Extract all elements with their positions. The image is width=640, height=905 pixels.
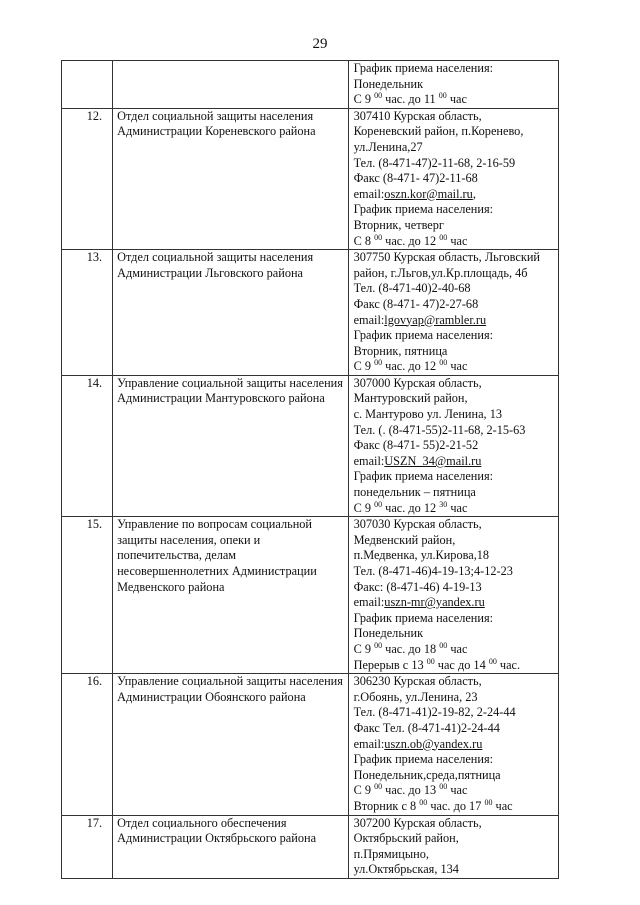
contact-line: с. Мантурово ул. Ленина, 13 [353, 407, 502, 422]
contact-line: Мантуровский район, [353, 391, 468, 406]
table-row [62, 61, 559, 109]
hours-minutes: 00 [484, 797, 493, 807]
hours-minutes: 00 [439, 358, 448, 368]
hours-text: С 9 [353, 641, 375, 656]
hours-minutes: 00 [374, 91, 383, 101]
organization-name: Отдел социальной защиты населения Администрации Кореневского района [113, 108, 348, 249]
reception-hours [354, 658, 554, 674]
schedule-line: График приема населения: [353, 469, 494, 484]
email-line [354, 737, 554, 753]
organization-name: Управление социальной защиты населения Администрации Мантуровского района [113, 375, 348, 516]
contact-line: район, г.Льгов,ул.Кр.площадь, 4б [353, 265, 528, 280]
contact-line: 307750 Курская область, Льговский [353, 250, 540, 265]
reception-hours [354, 642, 554, 658]
hours-text: час [447, 359, 468, 374]
hours-text: час. [496, 657, 521, 672]
hours-text: час [447, 500, 468, 515]
table-row [62, 375, 559, 516]
row-number: 14. [62, 375, 113, 516]
email-line [354, 595, 554, 611]
email-label: email: [353, 312, 385, 327]
schedule-line: Понедельник [353, 626, 424, 641]
hours-text: час [446, 92, 467, 107]
organization-name: Отдел социальной защиты населения Администрации Льговского района [113, 250, 348, 376]
contact-details [348, 815, 558, 878]
hours-text: час [447, 783, 468, 798]
contact-line: Октябрьский район, [353, 831, 459, 846]
contact-line: Факс Тел. (8-471-41)2-24-44 [353, 720, 500, 735]
organization-name [113, 61, 348, 109]
hours-minutes: 30 [439, 499, 448, 509]
schedule-line: Вторник, четверг [353, 217, 444, 232]
hours-minutes: 00 [439, 782, 448, 792]
hours-text: Вторник с 8 [353, 798, 420, 813]
table-body [62, 61, 559, 879]
schedule-line: понедельник – пятница [353, 485, 476, 500]
contact-line: Понедельник [353, 76, 424, 91]
hours-minutes: 00 [438, 91, 447, 101]
hours-minutes: 00 [374, 640, 383, 650]
contact-line: Факс (8-471- 47)2-27-68 [353, 296, 479, 311]
social-protection-offices-table [61, 60, 559, 879]
row-number: 13. [62, 250, 113, 376]
email-link[interactable]: uszn-mr@yandex.ru [384, 595, 485, 610]
hours-text: С 9 [353, 359, 375, 374]
contact-line: п.Медвенка, ул.Кирова,18 [353, 548, 490, 563]
schedule-line: График приема населения: [353, 202, 494, 217]
hours-text: час [447, 233, 468, 248]
email-label: email: [353, 186, 385, 201]
schedule-line: График приема населения: [353, 328, 494, 343]
contact-line: Тел. (8-471-47)2-11-68, 2-16-59 [353, 155, 516, 170]
hours-minutes: 00 [488, 656, 497, 666]
email-link[interactable]: uszn.ob@yandex.ru [384, 736, 483, 751]
contact-details [348, 674, 558, 815]
email-label: email: [353, 736, 385, 751]
hours-text: С 9 [353, 783, 375, 798]
hours-text: С 9 [353, 500, 375, 515]
row-number: 16. [62, 674, 113, 815]
contact-details [348, 517, 558, 674]
table-row [62, 108, 559, 249]
email-line [354, 313, 554, 329]
contact-line: 307410 Курская область, [353, 108, 482, 123]
reception-hours [354, 501, 554, 517]
hours-minutes: 00 [374, 232, 383, 242]
reception-hours [354, 92, 554, 108]
hours-text: час. до 12 [382, 500, 440, 515]
reception-hours [354, 783, 554, 799]
contact-line: Кореневский район, п.Коренево, [353, 124, 524, 139]
hours-minutes: 00 [419, 797, 428, 807]
contact-line: Факс (8-471- 55)2-21-52 [353, 438, 479, 453]
hours-minutes: 00 [374, 499, 383, 509]
email-label: email: [353, 453, 385, 468]
contact-details [348, 375, 558, 516]
email-line [354, 187, 554, 203]
contact-line: Факс (8-471- 47)2-11-68 [353, 171, 478, 186]
hours-text: час [492, 798, 513, 813]
hours-text: час. до 12 [382, 233, 440, 248]
hours-minutes: 00 [439, 232, 448, 242]
email-link[interactable]: USZN_34@mail.ru [384, 453, 482, 468]
email-label: email: [353, 595, 385, 610]
contact-line: ул.Октябрьская, 134 [353, 862, 459, 877]
contact-line: 307030 Курская область, [353, 517, 482, 532]
table-row [62, 674, 559, 815]
hours-text: час. до 13 [382, 783, 440, 798]
contact-line: 306230 Курская область, [353, 674, 482, 689]
hours-text: час [447, 641, 468, 656]
contact-line: ул.Ленина,27 [353, 139, 423, 154]
contact-details [348, 108, 558, 249]
hours-text: час. до 17 [427, 798, 485, 813]
contact-details [348, 61, 558, 109]
contact-line: Тел. (8-471-41)2-19-82, 2-24-44 [353, 705, 516, 720]
contact-line: 307000 Курская область, [353, 375, 482, 390]
table-row [62, 517, 559, 674]
hours-minutes: 00 [426, 656, 435, 666]
row-number: 17. [62, 815, 113, 878]
contact-line: Тел. (. (8-471-55)2-11-68, 2-15-63 [353, 422, 526, 437]
hours-minutes: 00 [374, 358, 383, 368]
hours-text: час. до 18 [382, 641, 440, 656]
email-line [354, 454, 554, 470]
page-number: 29 [312, 36, 328, 52]
hours-text: час. до 11 [382, 92, 439, 107]
reception-hours [354, 359, 554, 375]
organization-name: Отдел социального обеспечения Администрации Октябрьского района [113, 815, 348, 878]
email-link[interactable]: oszn.kor@mail.ru [384, 186, 473, 201]
table-row [62, 250, 559, 376]
reception-hours [354, 234, 554, 250]
contact-line: г.Обоянь, ул.Ленина, 23 [353, 689, 478, 704]
schedule-line: Понедельник,среда,пятница [353, 767, 501, 782]
schedule-line: График приема населения: [353, 610, 494, 625]
row-number: 15. [62, 517, 113, 674]
hours-text: С 9 [353, 92, 375, 107]
email-link[interactable]: lgovyap@rambler.ru [384, 312, 487, 327]
hours-minutes: 00 [374, 782, 383, 792]
schedule-line: Вторник, пятница [353, 343, 448, 358]
contact-line: Медвенский район, [353, 532, 456, 547]
hours-text: Перерыв с 13 [353, 657, 427, 672]
contact-line: График приема населения: [353, 61, 494, 75]
schedule-line: График приема населения: [353, 752, 494, 767]
reception-hours [354, 799, 554, 815]
contact-line: Тел. (8-471-46)4-19-13;4-12-23 [353, 564, 513, 578]
hours-minutes: 00 [439, 640, 448, 650]
hours-text: час до 14 [434, 657, 489, 672]
row-number [62, 61, 113, 109]
contact-line: Факс: (8-471-46) 4-19-13 [353, 579, 482, 594]
hours-text: С 8 [353, 233, 375, 248]
contact-line: Тел. (8-471-40)2-40-68 [353, 281, 471, 296]
table-row [62, 815, 559, 878]
email-suffix: , [472, 186, 476, 201]
contact-line: п.Прямицыно, [353, 846, 429, 861]
contact-line: 307200 Курская область, [353, 815, 482, 830]
hours-text: час. до 12 [382, 359, 440, 374]
contact-details [348, 250, 558, 376]
row-number: 12. [62, 108, 113, 249]
organization-name: Управление социальной защиты населения Администрации Обоянского района [113, 674, 348, 815]
organization-name: Управление по вопросам социальной защиты населения, опеки и попечительства, делам несовершеннолетних Администрации Медвенского района [113, 517, 348, 674]
